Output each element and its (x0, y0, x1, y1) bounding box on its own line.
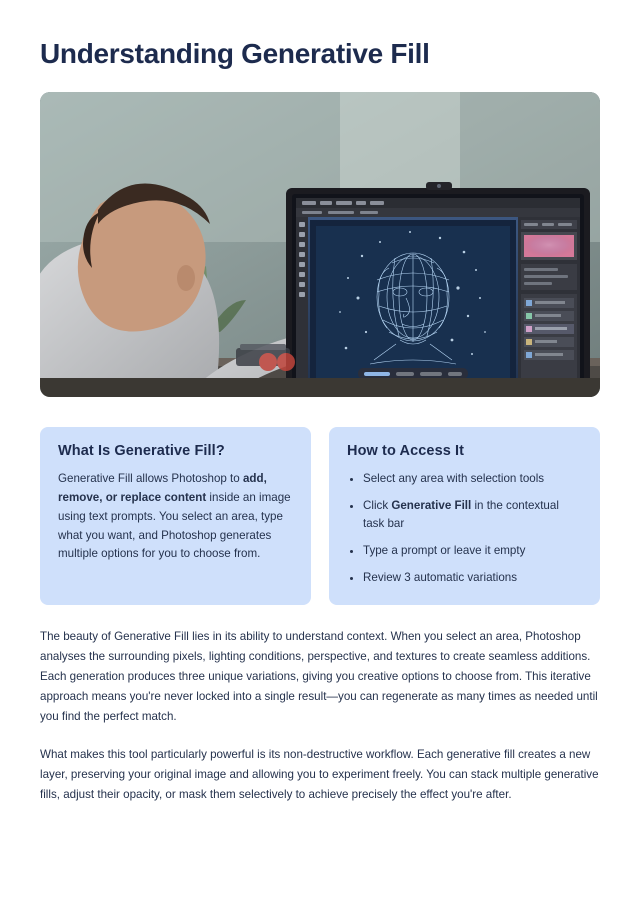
card-how-to-access-it (329, 427, 600, 605)
info-cards (40, 427, 600, 605)
list-item-text: Review 3 automatic variations (363, 571, 518, 585)
list-item (363, 497, 582, 533)
access-steps-list (347, 470, 582, 587)
list-item-text: Click (363, 499, 392, 513)
card-text-part: Generative Fill allows Photoshop to (58, 472, 243, 486)
list-item (363, 470, 582, 488)
card-what-is-generative-fill (40, 427, 311, 605)
list-item-text: Select any area with selection tools (363, 472, 545, 486)
card-text-part: inside an image using text prompts. You select an area, type what you want, and Photoshop generates multiple options for you to choose from. (58, 490, 291, 561)
list-item-text-bold: Generative Fill (391, 499, 472, 513)
list-item-text: Type a prompt or leave it empty (363, 544, 526, 558)
paragraph: The beauty of Generative Fill lies in its ability to understand context. When you select an area, Photoshop analyses the surrounding pixels, lighting conditions, perspective, and textures to create seamless additions. Each generation produces three unique variations, giving you creative options to choose from. This iterative approach means you're never locked into a single result—you can regenerate as many times as needed until you find the perfect match. (40, 630, 598, 723)
paragraph: What makes this tool particularly powerful is its non-destructive workflow. Each generative fill creates a new layer, preserving your original image and allowing you to experiment freely. You can stack multiple generative fills, adjust their opacity, or mask them selectively to achieve precisely the effect you're after. (40, 747, 599, 801)
card-title: How to Access It (347, 443, 465, 460)
list-item (363, 569, 582, 587)
card-text-part-bold: add, remove, or replace content (58, 472, 267, 504)
hero-illustration (40, 92, 600, 397)
hero-image (40, 92, 600, 397)
list-item-text: in the contextual task bar (363, 499, 559, 531)
body-paragraphs (40, 627, 600, 805)
monitor (286, 182, 590, 397)
card-body (58, 470, 293, 564)
card-title: What Is Generative Fill? (58, 443, 225, 460)
page-title: Understanding Generative Fill (40, 38, 430, 69)
list-item (363, 542, 582, 560)
